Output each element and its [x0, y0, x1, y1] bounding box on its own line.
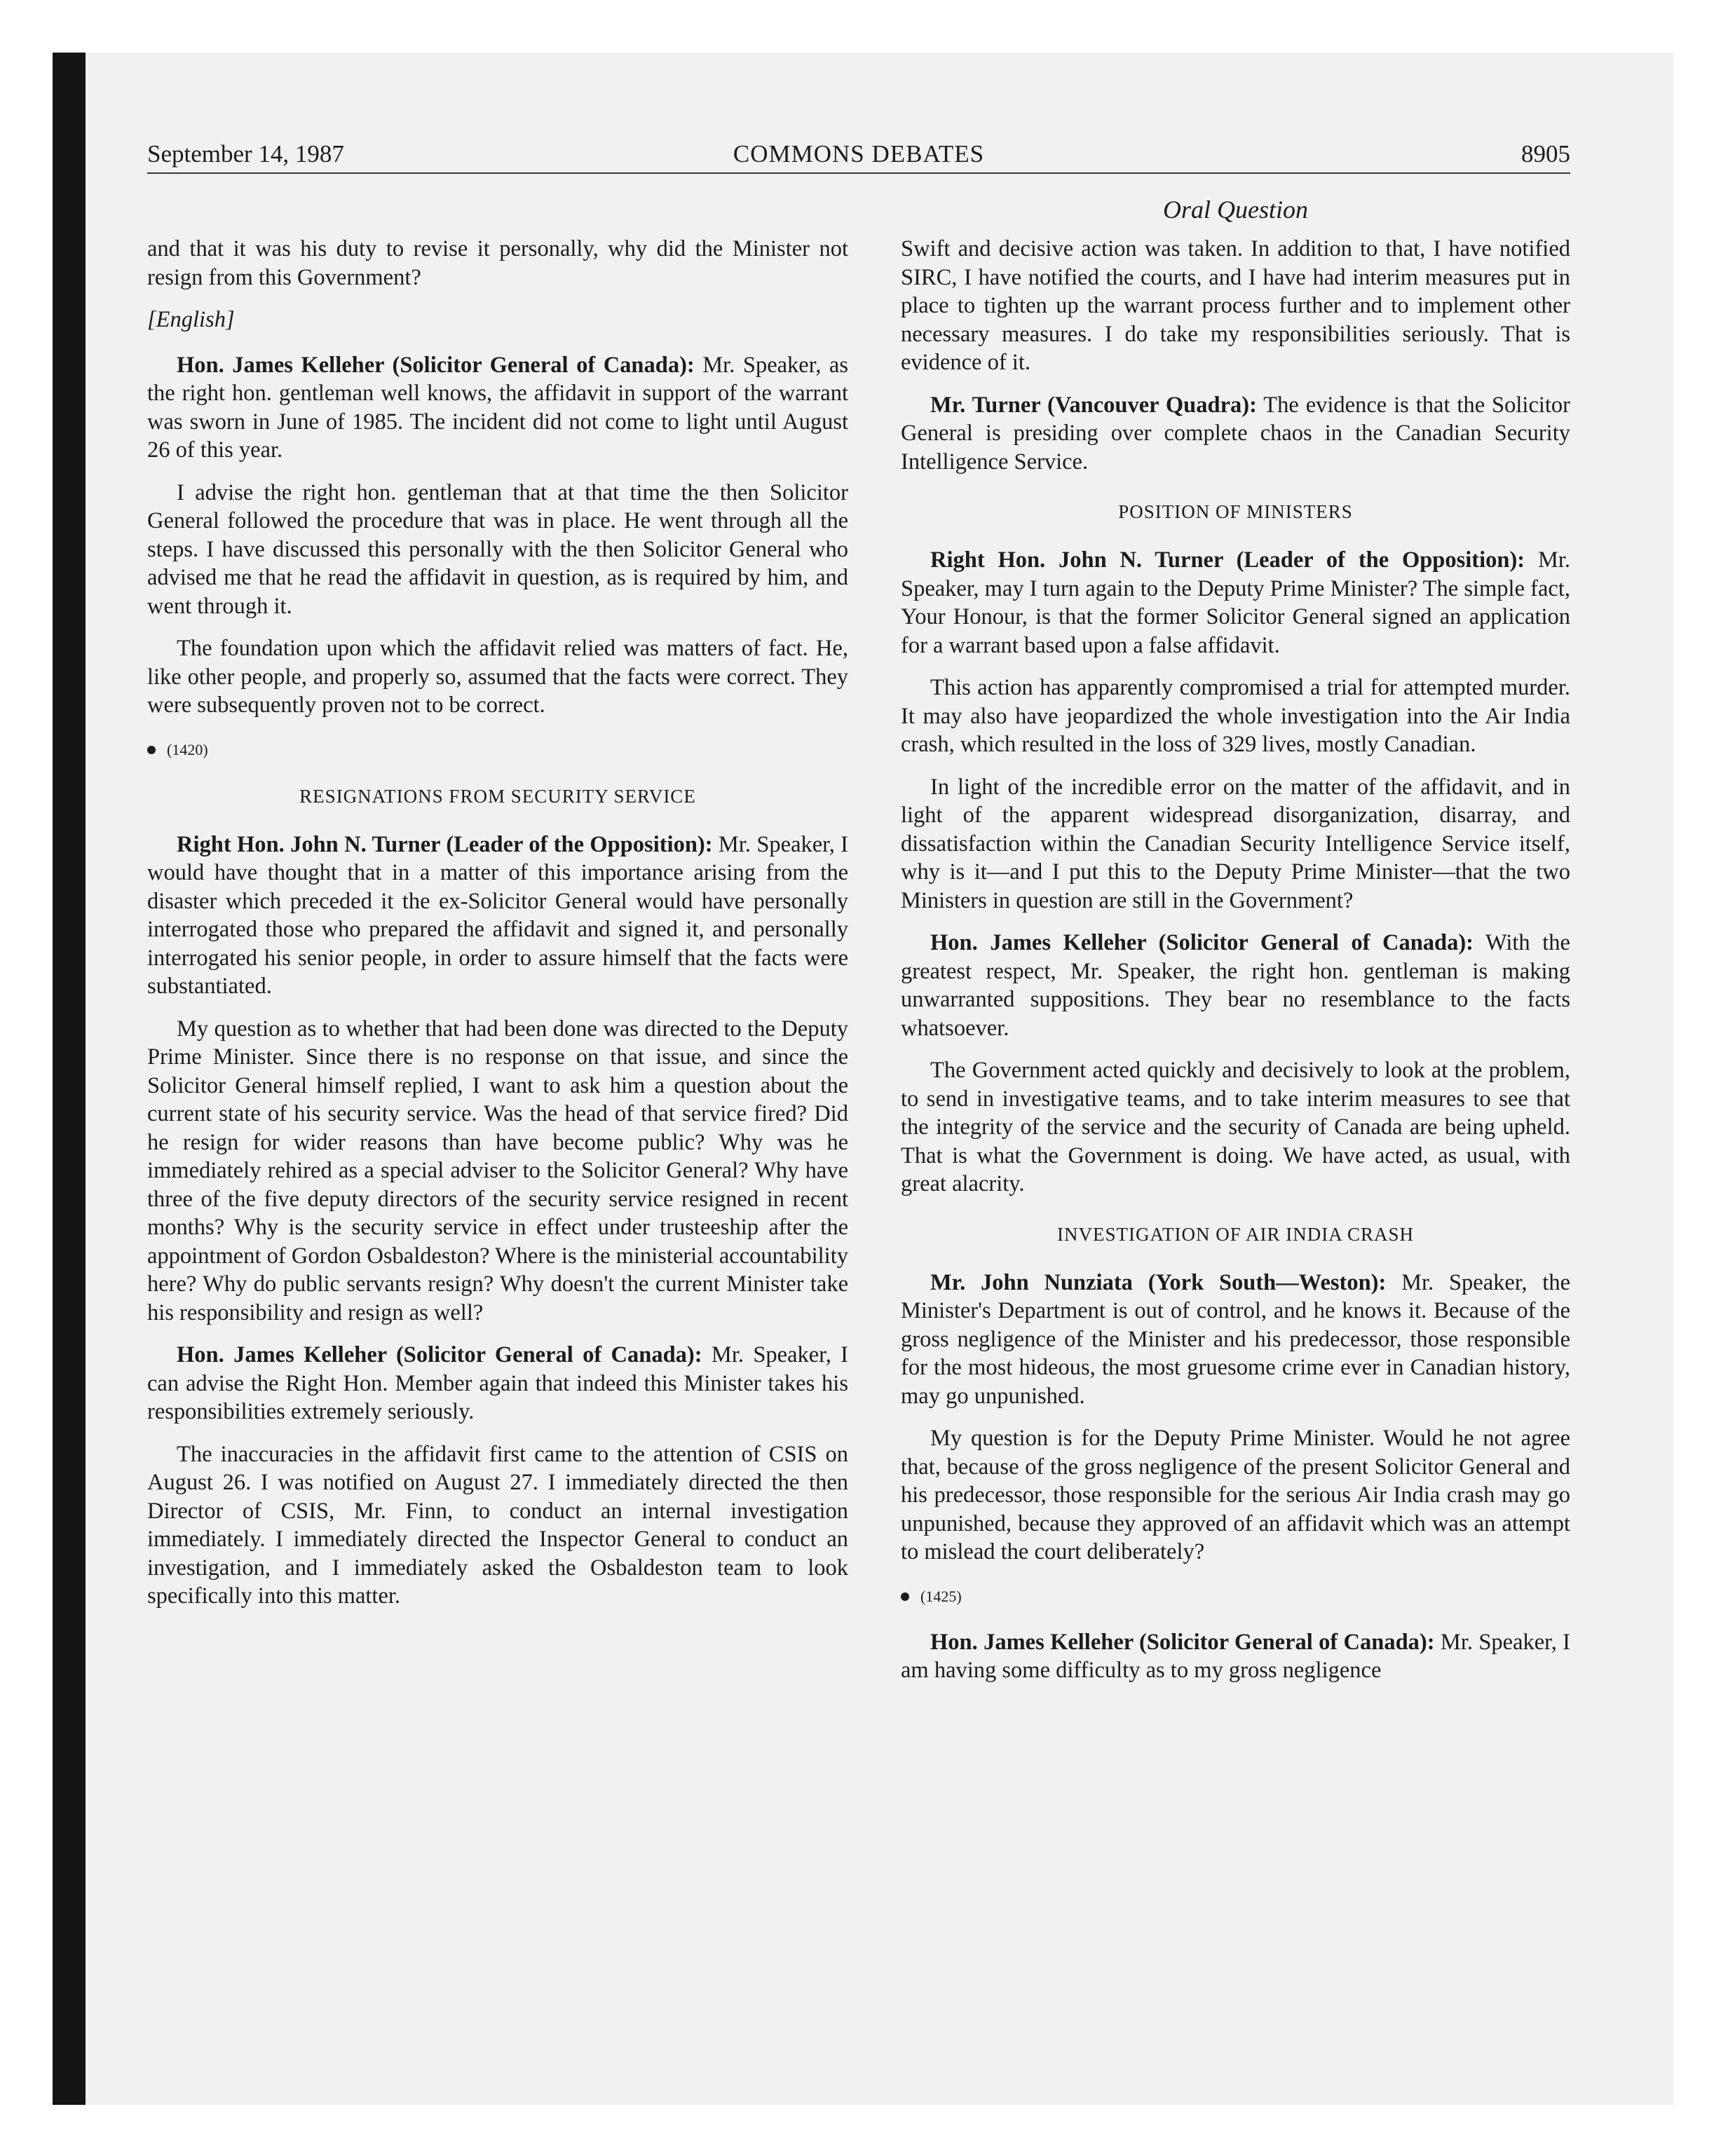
left-column [147, 235, 848, 1625]
timestamp-marker [901, 1586, 1570, 1607]
speaker-name: Mr. John Nunziata (York South—Weston): [930, 1269, 1387, 1295]
section-heading: INVESTIGATION OF AIR INDIA CRASH [1056, 1223, 1414, 1245]
section-heading: RESIGNATIONS FROM SECURITY SERVICE [299, 785, 696, 807]
speech-text: Mr. Speaker, I am having some difficulty as to my gross negligence [901, 1629, 1570, 1683]
paragraph: My question as to whether that had been done was directed to the Deputy Prime Minister. Since there is no response on that issue, and since the Solicitor General himself replied, I want to ask him a question about the current state of his security service. Was the head of that service fired? Did he resign for wider reasons than have become public? Why was he immediately rehired as a special adviser to the Solicitor General? Why have three of the five deputy directors of the security service resigned in recent months? Why is the security service in effect under trusteeship after the appointment of Gordon Osbaldeston? Where is the ministerial accountability here? Why do public servants resign? Why doesn't the current Minister take his responsibility and resign as well? [147, 1016, 848, 1325]
speech-paragraph [901, 391, 1570, 477]
timestamp-text: (1425) [920, 1587, 962, 1605]
scan-edge [53, 53, 86, 2105]
speech-paragraph [901, 929, 1570, 1042]
speech-paragraph [147, 831, 848, 1001]
speech-paragraph [901, 1269, 1570, 1411]
speaker-name: Mr. Turner (Vancouver Quadra): [930, 392, 1257, 418]
right-column [901, 235, 1570, 1699]
section-heading: POSITION OF MINISTERS [1118, 501, 1353, 522]
bullet-icon [147, 746, 156, 754]
header-date: September 14, 1987 [147, 140, 344, 168]
paragraph: The Government acted quickly and decisively to look at the problem, to send in investigative teams, and to take interim measures to see that the integrity of the service and the security of Canada are being upheld. That is what the Government is doing. We have acted, as usual, with great alacrity. [901, 1058, 1570, 1196]
speech-text: Mr. Speaker, I can advise the Right Hon. Member again that indeed this Minister takes his responsibilities extremely seriously. [147, 1342, 848, 1424]
paragraph: The inaccuracies in the affidavit first came to the attention of CSIS on August 26. I was notified on August 27. I immediately directed the then Director of CSIS, Mr. Finn, to conduct an internal investigation immediately. I immediately directed the Inspector General to conduct an investigation, and I immediately asked the Osbaldeston team to look specifically into this matter. [147, 1441, 848, 1609]
language-marker: [English] [147, 307, 235, 332]
speaker-name: Hon. James Kelleher (Solicitor General of Canada): [177, 352, 695, 378]
speech-paragraph [901, 1628, 1570, 1685]
paragraph: In light of the incredible error on the matter of the affidavit, and in light of the apparent widespread disorganization, disarray, and dissatisfaction within the Canadian Security Intelligence Service itself, why is it—and I put this to the Deputy Prime Minister—that the two Ministers in question are still in the Government? [901, 774, 1570, 913]
bullet-icon [901, 1592, 909, 1601]
paragraph: Swift and decisive action was taken. In addition to that, I have notified SIRC, I have notified the courts, and I have had interim measures put in place to tighten up the warrant process further and to implement other necessary measures. I do take my responsibilities seriously. That is evidence of it. [901, 236, 1570, 375]
timestamp-marker [147, 739, 848, 760]
speaker-name: Hon. James Kelleher (Solicitor General of Canada): [177, 1342, 702, 1367]
paragraph: My question is for the Deputy Prime Minister. Would he not agree that, because of the gross negligence of the present Solicitor General and his predecessor, those responsible for the serious Air India crash may go unpunished, because they approved of an affidavit which was an attempt to mislead the court deliberately? [901, 1426, 1570, 1564]
speech-paragraph [147, 351, 848, 465]
speech-text: With the greatest respect, Mr. Speaker, the right hon. gentleman is making unwarranted suppositions. They bear no resemblance to the facts whatsoever. [901, 930, 1570, 1041]
speaker-name: Right Hon. John N. Turner (Leader of the Opposition): [177, 831, 713, 857]
speaker-name: Hon. James Kelleher (Solicitor General of Canada): [930, 1629, 1435, 1655]
header-title: COMMONS DEBATES [733, 140, 985, 168]
speaker-name: Hon. James Kelleher (Solicitor General of Canada): [930, 930, 1474, 955]
paragraph: I advise the right hon. gentleman that at that time the then Solicitor General followed the procedure that was in place. He went through all the steps. I have discussed this personally with the then Solicitor General who advised me that he read the affidavit in question, as is required by him, and went through it. [147, 479, 848, 619]
speech-paragraph [147, 1341, 848, 1426]
speech-paragraph [901, 546, 1570, 660]
speech-text: Mr. Speaker, may I turn again to the Deputy Prime Minister? The simple fact, Your Honour, is that the former Solicitor General signed an application for a warrant based upon a false affidavit. [901, 547, 1571, 658]
paragraph: and that it was his duty to revise it personally, why did the Minister not resign from this Government? [147, 236, 848, 290]
paragraph: This action has apparently compromised a trial for attempted murder. It may also have jeopardized the whole investigation into the Air India crash, which resulted in the loss of 329 lives, mostly Canadian. [901, 675, 1570, 757]
paragraph: The foundation upon which the affidavit relied was matters of fact. He, like other people, and properly so, assumed that the facts were correct. They were subsequently proven not to be correct. [147, 636, 848, 718]
speech-text: Mr. Speaker, the Minister's Department is out of control, and he knows it. Because of the gross negligence of the Minister and his predecessor, those responsible for the most hideous, the most gruesome crime ever in Canadian history, may go unpunished. [901, 1269, 1570, 1409]
speech-text: The evidence is that the Solicitor General is presiding over complete chaos in the Canadian Security Intelligence Service. [901, 392, 1570, 475]
header-page-number: 8905 [1521, 140, 1570, 168]
speaker-name: Right Hon. John N. Turner (Leader of the Opposition): [930, 547, 1525, 573]
speech-text: Mr. Speaker, as the right hon. gentleman well knows, the affidavit in support of the warrant was sworn in June of 1985. The incident did not come to light until August 26 of this year. [147, 352, 848, 463]
timestamp-text: (1420) [167, 740, 208, 758]
page-header [147, 140, 1570, 174]
speech-text: Mr. Speaker, I would have thought that in a matter of this importance arising from the disaster which preceded it the ex-Solicitor General would have personally interrogated those who prepared the affidavit and signed it, and personally interrogated his senior people, in order to assure himself that the facts were substantiated. [147, 831, 849, 999]
running-head: Oral Question [1163, 196, 1308, 224]
